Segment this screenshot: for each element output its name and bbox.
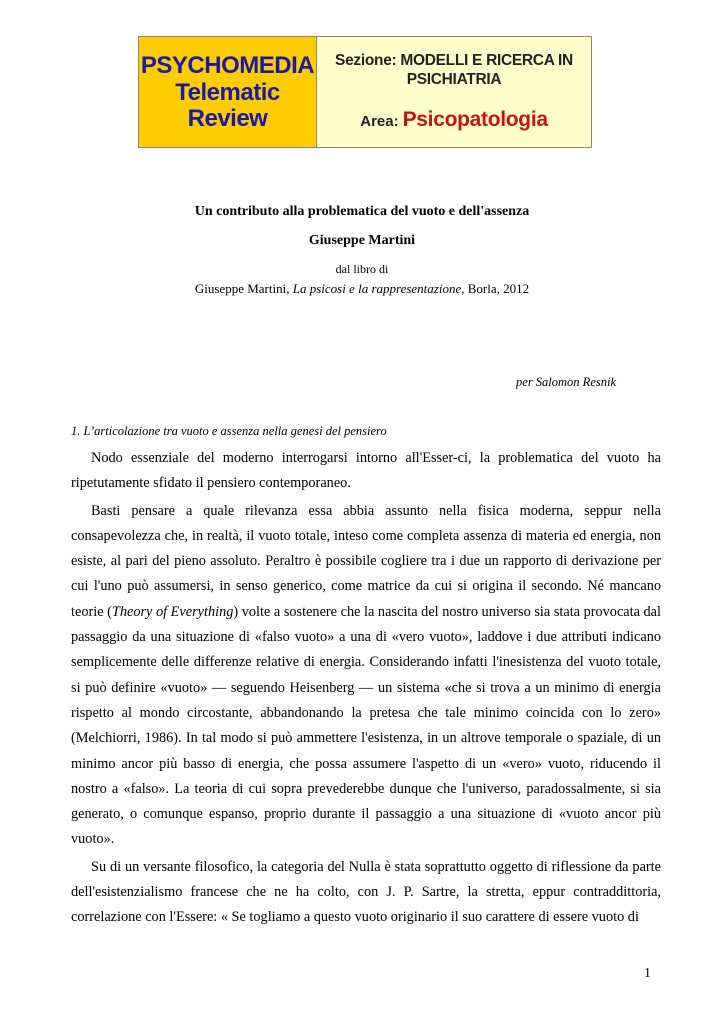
section-heading: 1. L’articolazione tra vuoto e assenza nella genesi del pensiero [71,424,387,438]
journal-logo [139,37,317,147]
book-publisher: , Borla, 2012 [461,281,530,296]
section-line-2: PSICHIATRIA [406,71,502,89]
book-author: Giuseppe Martini, [194,281,293,296]
logo-line-2: Telematic [175,79,280,107]
area-label: Area: [360,112,399,130]
paragraph: Nodo essenziale del moderno interrogarsi intorno all'Esser-ci, la problematica del vuoto ha ripetutamente sfidato il pensiero contemporaneo. [71,450,661,492]
paragraph-text: ) volte a sostenere che la nascita del nostro universo sia stata provocata dal passaggio da una situazione di «falso vuoto» a una di «vero vuoto», laddove i due attributi indicano semplicemente delle differenze relative di energia. Considerando infatti l'inesistenza del vuoto totale, si può definire «vuoto» — seguendo Heisenberg — un sistema «che si trova a un minimo di energia rispetto al mondo circostante, abbandonando la pretesa che tale minimo coincida con lo zero» (Melchiorri, 1986). In tal modo si può ammettere l'esistenza, in un altrove temporale o spaziale, di un minimo ancor più basso di energia, che possa assumere l'aspetto di un «vero» vuoto, riducendo il nostro a «falso». La teoria di cui sopra prevederebbe dunque che l'universo, paradossalmente, si sia generato, o comunque espanso, proprio durante il passaggio a una situazione di «vuoto ancor più vuoto». [71,603,662,848]
logo-line-1: PSYCHOMEDIA [140,52,315,80]
area-value: Psicopatologia [402,107,548,131]
page-number: 1 [644,966,651,981]
psychomedia-banner [138,36,592,148]
section-line-1: Sezione: MODELLI E RICERCA IN [335,52,573,69]
source-label: dal libro di [335,262,389,276]
book-title: La psicosi e la rappresentazione [292,281,462,296]
book-citation [0,281,724,297]
area-line [360,108,548,132]
article-title: Un contributo alla problematica del vuoto e dell'assenza [194,204,530,219]
article-author: Giuseppe Martini [308,233,416,248]
paragraph [71,499,661,853]
paragraph-italic: Theory of Everything [111,603,234,620]
section-info [317,37,591,147]
section-label [335,51,573,90]
paragraph: Su di un versante filosofico, la categoria del Nulla è stata soprattutto oggetto di riflessione da parte dell'esistenzialismo francese che ne ha colto, con J. P. Sartre, la stretta, eppur contraddittoria, correlazione con l'Essere: « Se togliamo a questo vuoto originario il suo carattere di essere vuoto di [71,858,661,926]
article-body [71,446,661,933]
dedication: per Salomon Resnik [516,375,616,389]
logo-line-3: Review [187,104,268,132]
paragraph-text: Basti pensare a quale rilevanza essa abbia assunto nella fisica moderna, seppur nella consapevolezza che, in realtà, il vuoto totale, inteso come completa assenza di materia ed energia, non esiste, al pari del pieno assoluto. Peraltro è possibile cogliere tra i due un rapporto di derivazione per cui l'uno può assumersi, in senso generico, come matrice da cui si origina il secondo. Né mancano teorie ( [71,502,661,620]
